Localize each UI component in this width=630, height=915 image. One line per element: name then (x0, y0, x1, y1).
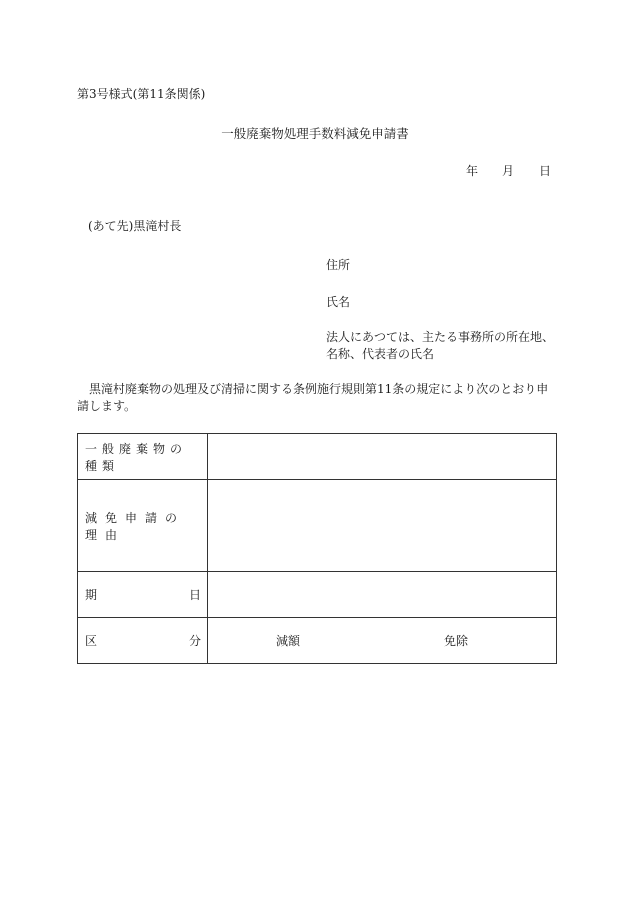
period-label-right: 日 (188, 588, 201, 602)
waste-type-field[interactable] (208, 434, 557, 480)
period-row (78, 572, 557, 618)
waste-type-label-cell (78, 434, 208, 480)
classification-row (78, 618, 557, 664)
period-field[interactable] (208, 572, 557, 618)
classification-label-left: 区 (85, 634, 98, 648)
applicant-address-label: 住所 (326, 258, 351, 272)
period-label-left: 期 (85, 588, 98, 602)
reduction-option[interactable]: 減額 (276, 634, 301, 648)
addressee: (あて先)黒滝村長 (88, 219, 182, 233)
period-label-cell (78, 572, 208, 618)
waste-type-row (78, 434, 557, 480)
form-number: 第3号様式(第11条関係) (77, 87, 206, 101)
classification-label-right: 分 (188, 634, 201, 648)
classification-label-cell (78, 618, 208, 664)
date-line (466, 162, 551, 179)
reason-label: 減免申請の理由 (85, 510, 186, 542)
document-title: 一般廃棄物処理手数料減免申請書 (221, 126, 409, 141)
date-year-label: 年 (466, 164, 479, 178)
reason-row (78, 480, 557, 572)
application-statement: 黒滝村廃棄物の処理及び清掃に関する条例施行規則第11条の規定により次のとおり申請します。 (77, 382, 549, 413)
corporate-note-line2: 名称、代表者の氏名 (326, 347, 435, 361)
date-day-label: 日 (539, 164, 552, 178)
classification-field (208, 618, 557, 664)
exemption-option[interactable]: 免除 (444, 634, 469, 648)
reason-label-cell (78, 480, 208, 572)
reason-field[interactable] (208, 480, 557, 572)
applicant-name-label: 氏名 (326, 295, 351, 309)
waste-type-label: 一般廃棄物の種類 (85, 441, 188, 473)
date-month-label: 月 (502, 164, 515, 178)
corporate-note-line1: 法人にあつては、主たる事務所の所在地、 (326, 330, 555, 344)
application-table (77, 433, 557, 664)
